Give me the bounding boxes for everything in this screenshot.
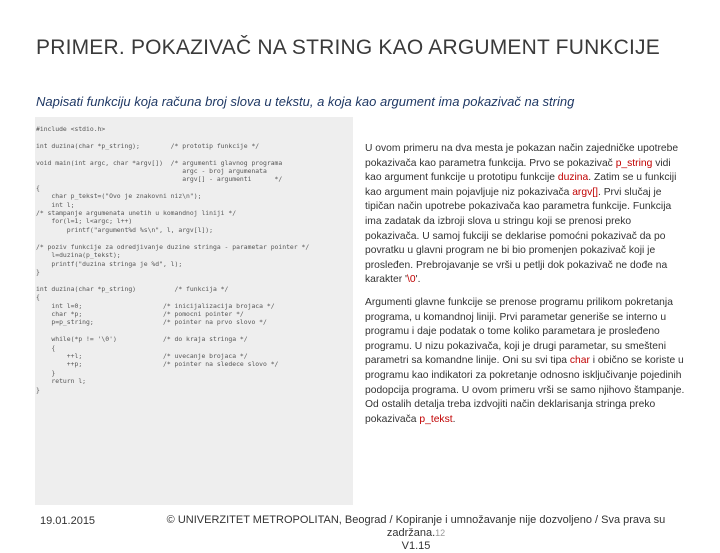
highlight-p-tekst: p_tekst: [419, 413, 453, 425]
slide-subtitle: Napisati funkciju koja računa broj slova u tekstu, a koja kao argument ima pokazivač na string: [36, 94, 575, 109]
code-line: void main(int argc, char *argv[]) /* argumenti glavnog programa: [36, 158, 283, 167]
code-line: char *p; /* pomocni pointer */: [36, 309, 244, 318]
code-line: printf("argument%d %s\n", l, argv[l]);: [36, 225, 213, 234]
code-line: int l=0; /* inicijalizacija brojaca */: [36, 301, 275, 310]
explanation-text: [365, 142, 687, 435]
code-line: {: [36, 343, 56, 352]
paragraph-1-text-1: U ovom primeru na dva mesta je pokazan način zajedničke upotrebe pokazivača kao parametra funkcija. Prvo se pokazivač: [365, 143, 679, 169]
highlight-duzina: duzina: [557, 172, 589, 184]
code-line: for(l=1; l<argc; l++): [36, 217, 133, 226]
code-line: printf("duzina stringa je %d", l);: [36, 259, 183, 268]
code-line: {: [36, 183, 40, 192]
version-label: V1.15: [401, 540, 431, 552]
page-number: 12: [435, 528, 446, 538]
paragraph-2-text-3: .: [452, 413, 456, 425]
code-line: int duzina(char *p_string) /* funkcija */: [36, 284, 229, 293]
highlight-argv: argv[]: [572, 186, 598, 198]
footer-date: 19.01.2015: [40, 515, 96, 527]
code-line: argv[] - argumenti */: [36, 175, 283, 184]
highlight-char: char: [569, 355, 590, 367]
code-line: ++l; /* uvecanje brojaca */: [36, 351, 248, 360]
code-line: l=duzina(p_tekst);: [36, 251, 121, 260]
highlight-null-char: \0: [407, 274, 416, 286]
slide-title: PRIMER. POKAZIVAČ NA STRING KAO ARGUMENT FUNKCIJE: [36, 36, 660, 59]
code-line: return l;: [36, 377, 87, 386]
code-line: #include <stdio.h>: [36, 125, 106, 133]
code-line: /* stampanje argumenata unetih u komandnoj liniji */: [36, 209, 237, 218]
paragraph-1: [365, 142, 687, 288]
paragraph-1-text-5: '.: [415, 274, 421, 286]
paragraph-2: [365, 296, 687, 427]
paragraph-1-text-3: . Zatim se u funkciji kao argument main pojavljuje niz pokazivača: [365, 172, 677, 198]
code-line: int l;: [36, 200, 75, 209]
code-line: while(*p != '\0') /* do kraja stringa */: [36, 335, 248, 344]
paragraph-1-text-2: vidi kao argument funkcije u prototipu funkcije: [365, 157, 671, 184]
paragraph-2-text-2: i obično se koriste u programu kao indikatori za pokretanje odnosno isključivanje pojedinih podopcija programa. U ovom primeru vrši se samo njihovo štampanje. Od ostalih detalja treba izdvojiti način deklarisanja stringa preko pokazivača: [365, 355, 685, 425]
code-line: int duzina(char *p_string); /* prototip funkcije */: [36, 141, 260, 150]
code-listing: [36, 125, 348, 394]
code-line: ++p; /* pointer na sledece slovo */: [36, 360, 279, 369]
code-line: argc - broj argumenata: [36, 167, 267, 176]
code-line: {: [36, 293, 40, 302]
code-line: }: [36, 368, 56, 377]
code-line: }: [36, 267, 40, 276]
paragraph-1-text-4: . Prvi slučaj je tipičan način upotrebe pokazivača kao parametra funkcije. Funkcija ima zadatak da izbroji slova u stringu koji se prenosi preko pokazivača. U samoj fukciji se deklarise pomoćni pokazivač da po povratku u glavni program ne bi bio promenjen pokazivač koji je prosleđen. Prebrojavanje se vrši u petlji dok pokazivač ne dođe na karakter ': [365, 186, 672, 286]
code-line: /* poziv funkcije za odredjivanje duzine stringa - parametar pointer */: [36, 242, 310, 251]
paragraph-2-text-1: Argumenti glavne funkcije se prenose programu prilikom pokretanja programa, u komandnoj liniji. Prvi parametar generiše se interno u programu i daje podatak o tome koliko parametara je prosleđeno programu. U nizu pokazivača, koji je drugi parametar, su smešteni parametri sa komandne linije. Oni su svi tipa: [365, 296, 673, 367]
code-line: p=p_string; /* pointer na prvo slovo */: [36, 318, 267, 327]
code-line: char p_tekst=("Ovo je znakovni niz\n");: [36, 192, 202, 201]
copyright-text: © UNIVERZITET METROPOLITAN, Beograd / Kopiranje i umnožavanje nije dozvoljeno / Sva prava su zadržana.: [166, 514, 666, 539]
code-line: }: [36, 385, 40, 394]
highlight-p-string: p_string: [615, 157, 653, 169]
footer-copyright: [148, 514, 684, 553]
